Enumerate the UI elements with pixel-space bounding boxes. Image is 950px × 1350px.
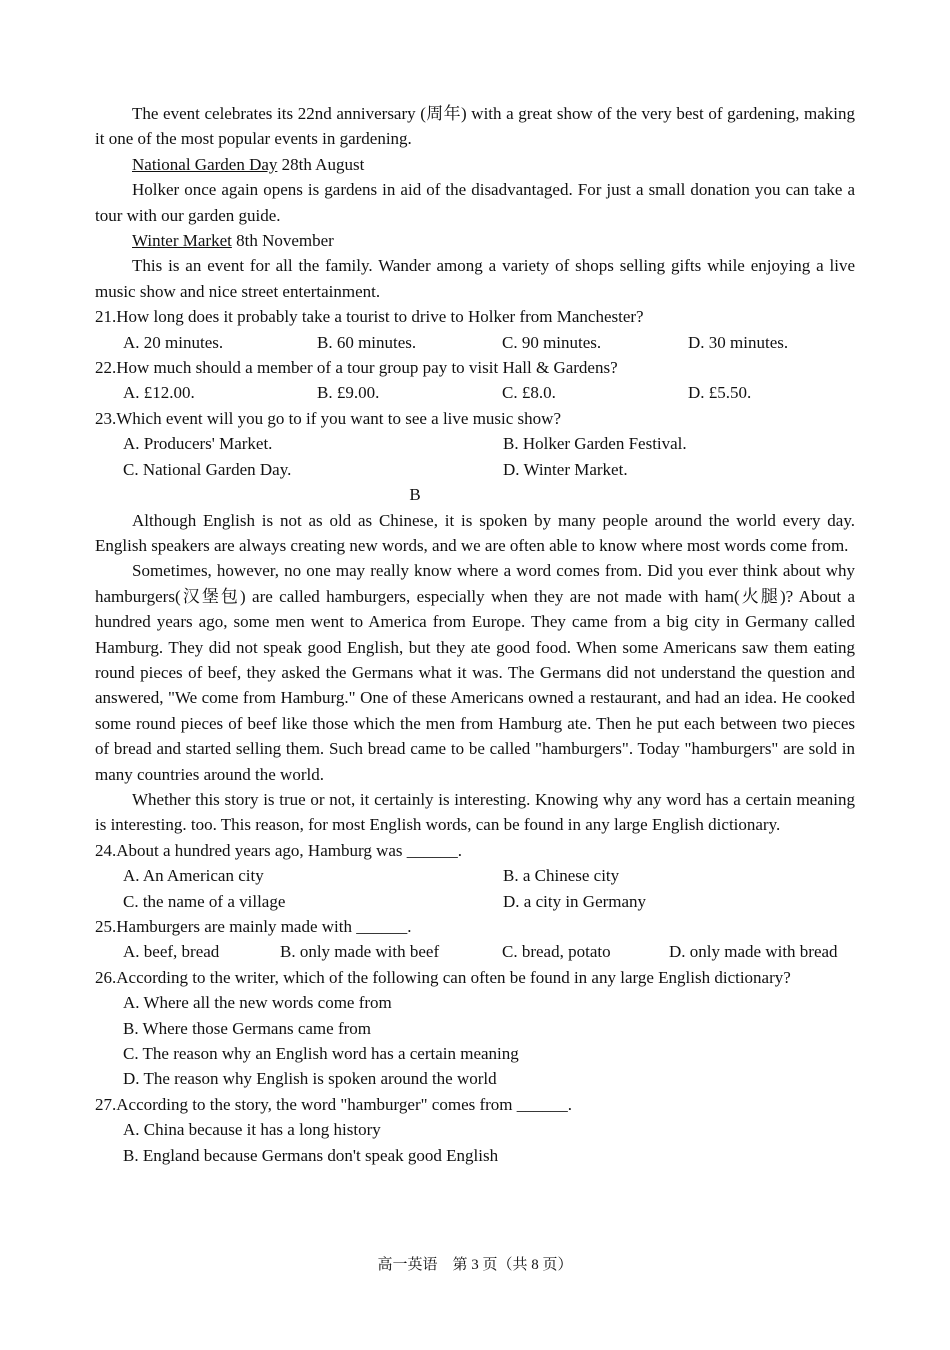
- event-winter-market: [95, 228, 855, 253]
- passage-b-paragraph-2: Sometimes, however, no one may really know where a word comes from. Did you ever think about why hamburgers(汉堡包) are called hamburgers, especially when they are not made with ham(火腿)? About a hundred years ago, some men went to America from Europe. They came from a big city in Germany called Hamburg. They did not speak good English, but they ate good food. When some Americans saw them eating round pieces of beef, they asked the Germans what it was. The Germans did not understand the question and answered, "We come from Hamburg." One of these Americans owned a restaurant, and had an idea. He cooked some round pieces of beef like those which the men from Hamburg ate. Then he put each between two pieces of bread and started selling them. Such bread came to be called "hamburgers". Today "hamburgers" are sold in many countries around the world.: [95, 561, 855, 784]
- option-a: A. £12.00.: [123, 383, 195, 403]
- question-21-options: [95, 330, 855, 355]
- paragraph-winter-market: This is an event for all the family. Wander among a variety of shops selling gifts while enjoying a live music show and nice street entertainment.: [95, 256, 855, 301]
- event-title: National Garden Day: [132, 154, 278, 174]
- option-c: C. National Garden Day.: [123, 459, 292, 479]
- question-24-options-row2: [95, 889, 855, 914]
- option-d: D. a city in Germany: [503, 891, 647, 911]
- question-25: 25.Hamburgers are mainly made with ______.: [95, 917, 412, 936]
- exam-page: [95, 101, 855, 1168]
- option-d: D. Winter Market.: [503, 459, 628, 479]
- section-heading-b: B: [409, 485, 421, 505]
- option-a: A. Where all the new words come from: [123, 993, 392, 1013]
- passage-b-paragraph-3: Whether this story is true or not, it certainly is interesting. Knowing why any word has a certain meaning is interesting. too. This reason, for most English words, can be found in any large English dictionary.: [95, 789, 855, 835]
- option-a: A. An American city: [123, 866, 264, 886]
- question-24-options-row1: [95, 863, 855, 888]
- event-date: 8th November: [231, 231, 334, 251]
- question-26: 26.According to the writer, which of the following can often be found in any large English dictionary?: [95, 967, 791, 987]
- option-b: B. 60 minutes.: [317, 332, 417, 352]
- question-23-options-row1: [95, 431, 855, 456]
- question-21: 21.How long does it probably take a tourist to drive to Holker from Manchester?: [95, 307, 644, 327]
- question-23: 23.Which event will you go to if you want to see a live music show?: [95, 408, 561, 428]
- option-b: B. £9.00.: [317, 383, 380, 403]
- option-c: C. The reason why an English word has a certain meaning: [123, 1044, 519, 1064]
- option-c: C. 90 minutes.: [502, 332, 602, 352]
- event-national-garden-day: [95, 152, 855, 177]
- paragraph-garden-day: Holker once again opens is gardens in aid of the disadvantaged. For just a small donation you can take a tour with our garden guide.: [95, 180, 855, 225]
- option-a: A. Producers' Market.: [123, 434, 273, 454]
- event-date: 28th August: [277, 154, 365, 174]
- option-a: A. 20 minutes.: [123, 332, 224, 352]
- option-c: C. bread, potato: [502, 942, 611, 962]
- question-23-options-row2: [95, 457, 855, 482]
- event-title: Winter Market: [132, 231, 232, 251]
- option-c: C. the name of a village: [123, 891, 286, 911]
- question-22: 22.How much should a member of a tour group pay to visit Hall & Gardens?: [95, 358, 618, 378]
- option-a: A. China because it has a long history: [123, 1120, 381, 1140]
- option-b: B. Holker Garden Festival.: [503, 434, 687, 454]
- option-d: D. 30 minutes.: [688, 332, 789, 352]
- option-c: C. £8.0.: [502, 383, 556, 403]
- option-b: B. only made with beef: [280, 942, 440, 962]
- option-d: D. The reason why English is spoken around the world: [123, 1069, 497, 1089]
- option-b: B. a Chinese city: [503, 866, 620, 886]
- option-a: A. beef, bread: [123, 942, 220, 962]
- question-22-options: [95, 380, 855, 405]
- option-b: B. England because Germans don't speak good English: [123, 1145, 499, 1165]
- paragraph-festival: The event celebrates its 22nd anniversary (周年) with a great show of the very best of gardening, making it one of the most popular events in gardening.: [95, 104, 855, 149]
- page-footer: 高一英语 第 3 页（共 8 页）: [377, 1257, 573, 1273]
- question-25-options: [95, 939, 855, 964]
- passage-b-paragraph-1: Although English is not as old as Chinese, it is spoken by many people around the world every day. English speakers are always creating new words, and we are often able to know where most words come from.: [95, 510, 855, 555]
- option-b: B. Where those Germans came from: [123, 1018, 371, 1038]
- question-24: 24.About a hundred years ago, Hamburg was ______.: [95, 840, 463, 860]
- option-d: D. £5.50.: [688, 383, 752, 403]
- question-27: 27.According to the story, the word "hamburger" comes from ______.: [95, 1094, 573, 1114]
- option-d: D. only made with bread: [669, 942, 838, 962]
